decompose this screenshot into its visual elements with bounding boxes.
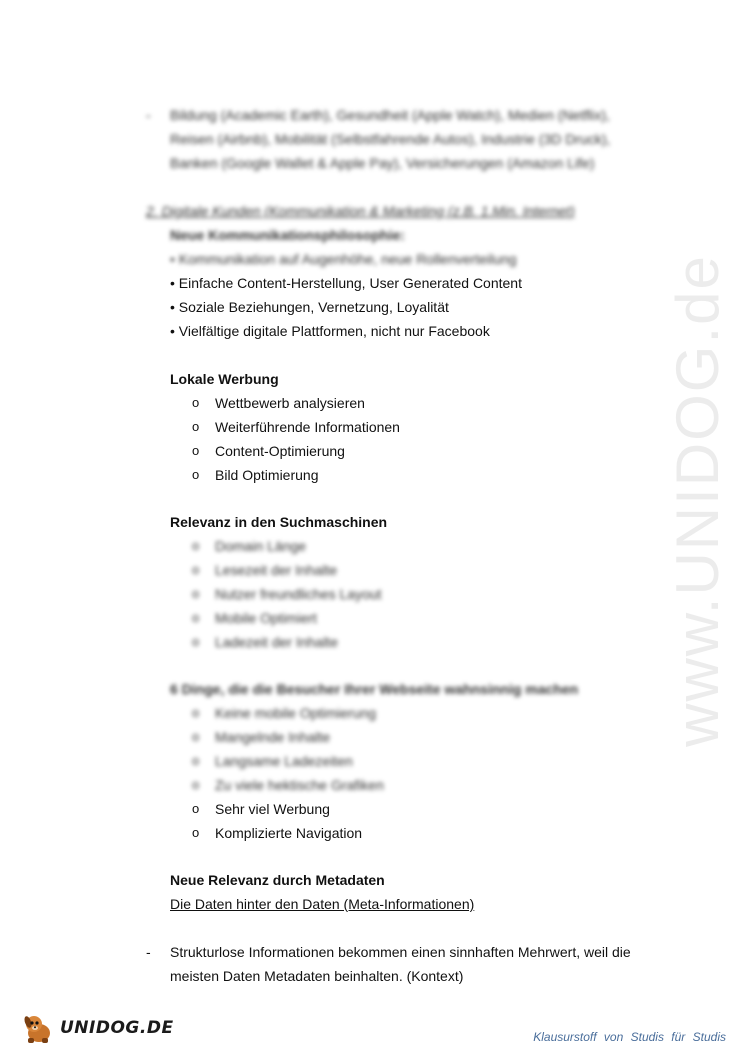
list-marker: o [192,395,200,410]
footer-tagline: Klausurstoff von Studis für Studis [533,1030,726,1044]
list-item: Mobile Optimiert [215,610,317,626]
paragraph-line: Strukturlose Informationen bekommen einen sinnhaften Mehrwert, weil die [170,944,631,960]
footer-logo [22,1010,174,1046]
bullet-item: • Vielfältige digitale Plattformen, nicht nur Facebook [170,323,490,339]
bullet-item: • Kommunikation auf Augenhöhe, neue Rollenverteilung [170,251,517,267]
dash-marker: - [146,107,151,123]
section-heading: Lokale Werbung [170,371,279,387]
section-heading: Neue Relevanz durch Metadaten [170,872,385,888]
list-marker: o [192,753,200,768]
list-item: Weiterführende Informationen [215,419,400,435]
list-marker: o [192,586,200,601]
section-subheading: Neue Kommunikationsphilosophie: [170,227,405,243]
list-marker: o [192,634,200,649]
list-marker: o [192,777,200,792]
list-item: Lesezeit der Inhalte [215,562,338,578]
dog-mascot-icon [22,1011,56,1045]
section-subheading: Die Daten hinter den Daten (Meta-Informationen) [170,896,475,912]
list-item: Mangelnde Inhalte [215,729,331,745]
list-marker: o [192,562,200,577]
list-item: Bild Optimierung [215,467,319,483]
list-marker: o [192,825,200,840]
bullet-item: • Einfache Content-Herstellung, User Generated Content [170,275,522,291]
paragraph-line: Bildung (Academic Earth), Gesundheit (Apple Watch), Medien (Netflix), [170,107,610,123]
list-marker: o [192,610,200,625]
list-marker: o [192,705,200,720]
section-heading: 2. Digitale Kunden (Kommunikation & Marketing (z.B. 1.Min. Internet) [146,203,575,219]
section-heading: 6 Dinge, die die Besucher Ihrer Webseite wahnsinnig machen [170,681,579,697]
list-item: Wettbewerb analysieren [215,395,365,411]
list-item: Domain Länge [215,538,307,554]
list-item: Content-Optimierung [215,443,345,459]
dash-marker: - [146,944,151,960]
paragraph-line: Reisen (Airbnb), Mobilität (Selbstfahrende Autos), Industrie (3D Druck), [170,131,611,147]
list-item: Ladezeit der Inhalte [215,634,338,650]
bullet-item: • Soziale Beziehungen, Vernetzung, Loyalität [170,299,449,315]
list-item: Nutzer freundliches Layout [215,586,382,602]
list-item: Sehr viel Werbung [215,801,330,817]
watermark-text: www.UNIDOG.de [663,253,731,747]
list-marker: o [192,419,200,434]
list-item: Keine mobile Optimierung [215,705,377,721]
list-item: Zu viele hektische Grafiken [215,777,384,793]
paragraph-line: Banken (Google Wallet & Apple Pay), Versicherungen (Amazon Life) [170,155,595,171]
list-item: Komplizierte Navigation [215,825,363,841]
section-heading: Relevanz in den Suchmaschinen [170,514,388,530]
paragraph-line: meisten Daten Metadaten beinhalten. (Kontext) [170,968,464,984]
list-marker: o [192,443,200,458]
list-marker: o [192,538,200,553]
list-marker: o [192,467,200,482]
list-item: Langsame Ladezeiten [215,753,353,769]
list-marker: o [192,801,200,816]
watermark [642,253,750,747]
list-marker: o [192,729,200,744]
logo-text: UNIDOG.DE [60,1018,174,1038]
